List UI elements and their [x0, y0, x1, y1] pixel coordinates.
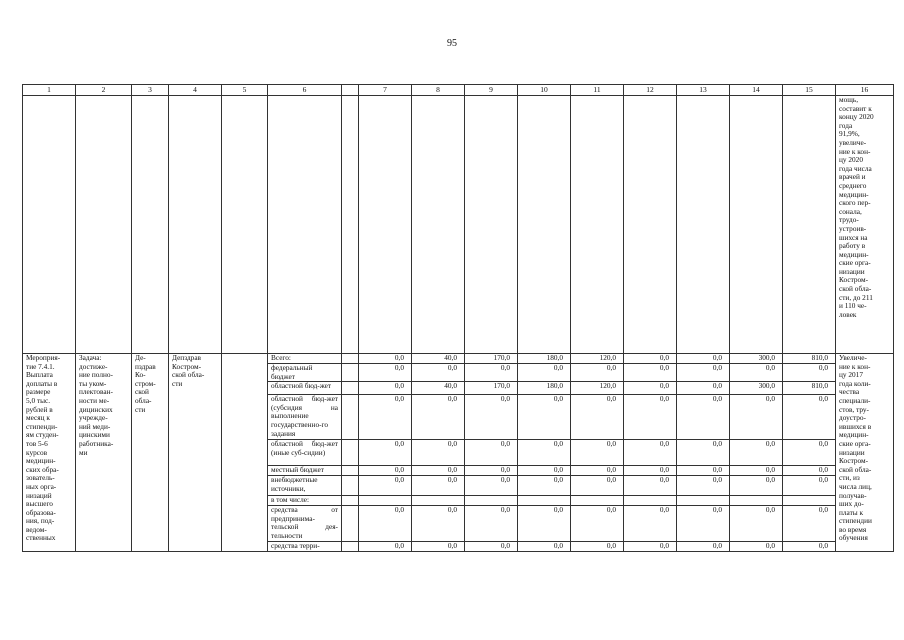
empty-col5	[222, 354, 268, 552]
value-cell: 0,0	[730, 541, 783, 551]
value-cell	[783, 496, 836, 506]
source-label: средства от предпринима-тельской дея-тельности	[268, 506, 342, 541]
value-cell: 0,0	[359, 395, 412, 440]
value-cell: 0,0	[359, 506, 412, 541]
value-cell	[412, 496, 465, 506]
value-cell: 0,0	[518, 440, 571, 466]
value-cell: 0,0	[412, 541, 465, 551]
value-cell: 0,0	[624, 354, 677, 364]
source-label: в том числе:	[268, 496, 342, 506]
value-cell	[518, 496, 571, 506]
value-cell: 0,0	[783, 466, 836, 476]
value-cell: 0,0	[412, 506, 465, 541]
value-cell: 0,0	[783, 364, 836, 382]
value-cell: 0,0	[518, 506, 571, 541]
value-cell: 300,0	[730, 382, 783, 395]
value-cell: 0,0	[624, 395, 677, 440]
col-header: 8	[412, 85, 465, 96]
col-header: 6	[268, 85, 342, 96]
value-cell: 300,0	[730, 354, 783, 364]
value-cell: 0,0	[783, 395, 836, 440]
source-label: средства терри-	[268, 541, 342, 551]
source-label: федеральный бюджет	[268, 364, 342, 382]
value-cell: 170,0	[465, 354, 518, 364]
value-cell: 0,0	[359, 364, 412, 382]
value-cell: 810,0	[783, 354, 836, 364]
value-cell	[677, 496, 730, 506]
value-cell: 180,0	[518, 354, 571, 364]
value-cell: 0,0	[624, 440, 677, 466]
expected-result: Увеличе- ние к кон- цу 2017 года коли- чества специали- стов, тру- доустро- ившихся в медицин- ские орга- низации Костром- ской обла- сти, из числа лиц, получав- ших до- платы к стипендии во время обучения	[836, 354, 894, 552]
value-cell: 0,0	[518, 466, 571, 476]
value-cell	[624, 496, 677, 506]
coexecutor: Депздрав Костром- ской обла- сти	[169, 354, 222, 552]
value-cell: 40,0	[412, 382, 465, 395]
value-cell: 0,0	[571, 476, 624, 496]
value-cell: 0,0	[730, 506, 783, 541]
value-cell: 0,0	[412, 476, 465, 496]
value-cell: 810,0	[783, 382, 836, 395]
value-cell: 0,0	[359, 476, 412, 496]
empty-cell	[342, 506, 359, 541]
value-cell: 0,0	[518, 541, 571, 551]
value-cell: 0,0	[730, 364, 783, 382]
source-label: внебюджетные источники,	[268, 476, 342, 496]
value-cell: 120,0	[571, 354, 624, 364]
task-text: Задача: достиже- ние полно- ты уком- плектован- ности ме- дицинских учрежде- ний меди- цинскими работника- ми	[76, 354, 132, 552]
value-cell: 0,0	[518, 476, 571, 496]
continued-row	[23, 96, 894, 354]
source-label: Всего:	[268, 354, 342, 364]
value-cell: 0,0	[359, 354, 412, 364]
value-cell: 0,0	[571, 466, 624, 476]
col-header: 7	[359, 85, 412, 96]
col-header: 14	[730, 85, 783, 96]
col-header: 16	[836, 85, 894, 96]
col-header: 10	[518, 85, 571, 96]
funding-row	[23, 354, 894, 364]
value-cell: 0,0	[571, 364, 624, 382]
value-cell: 0,0	[783, 506, 836, 541]
value-cell: 0,0	[359, 440, 412, 466]
value-cell: 0,0	[571, 440, 624, 466]
value-cell: 180,0	[518, 382, 571, 395]
value-cell: 0,0	[465, 506, 518, 541]
col-header: 11	[571, 85, 624, 96]
col-header: 13	[677, 85, 730, 96]
value-cell: 0,0	[677, 476, 730, 496]
value-cell: 0,0	[677, 541, 730, 551]
value-cell: 0,0	[730, 440, 783, 466]
source-label: местный бюджет	[268, 466, 342, 476]
value-cell: 0,0	[677, 354, 730, 364]
value-cell: 0,0	[677, 364, 730, 382]
value-cell: 0,0	[359, 466, 412, 476]
col-header: 4	[169, 85, 222, 96]
value-cell: 0,0	[677, 440, 730, 466]
value-cell: 0,0	[518, 364, 571, 382]
value-cell: 0,0	[677, 466, 730, 476]
col-header: 5	[222, 85, 268, 96]
source-label: областной бюд-жет (иные суб-сидии)	[268, 440, 342, 466]
value-cell: 0,0	[624, 466, 677, 476]
value-cell: 0,0	[730, 466, 783, 476]
value-cell: 0,0	[465, 476, 518, 496]
empty-cell	[342, 440, 359, 466]
result-text-continued: мощь, составит к концу 2020 года 91,9%, увеличе- ние к кон- цу 2020 года числа врачей и среднего медицин- ского пер- сонала, трудо- устроив- шихся на работу в медицин- ские орга- низации Костром- ской обла- сти, до 211 и 110 че- ловек	[836, 96, 894, 354]
value-cell	[730, 496, 783, 506]
value-cell: 0,0	[412, 466, 465, 476]
empty-cell	[342, 476, 359, 496]
program-table	[22, 84, 882, 552]
value-cell: 0,0	[465, 541, 518, 551]
value-cell: 0,0	[783, 476, 836, 496]
value-cell: 0,0	[465, 395, 518, 440]
col-header	[342, 85, 359, 96]
col-header: 3	[132, 85, 169, 96]
value-cell: 0,0	[465, 364, 518, 382]
value-cell: 40,0	[412, 354, 465, 364]
value-cell: 0,0	[571, 541, 624, 551]
empty-cell	[342, 382, 359, 395]
value-cell: 0,0	[518, 395, 571, 440]
col-header: 15	[783, 85, 836, 96]
col-header: 12	[624, 85, 677, 96]
executor: Де- пздрав Ко- стром- ской обла- сти	[132, 354, 169, 552]
value-cell: 0,0	[465, 440, 518, 466]
empty-cell	[342, 395, 359, 440]
col-header: 9	[465, 85, 518, 96]
empty-cell	[342, 364, 359, 382]
empty-cell	[342, 466, 359, 476]
value-cell: 0,0	[730, 395, 783, 440]
page-number: 95	[447, 38, 457, 49]
measure-name: Мероприя- тие 7.4.1. Выплата доплаты в размере 5,0 тыс. рублей в месяц к стипенди- ям студен- тов 5-6 курсов медицин- ских обра- зователь- ных орга- низаций высшего образова- ния, под- ведом- ственных	[23, 354, 76, 552]
value-cell: 0,0	[412, 364, 465, 382]
value-cell: 0,0	[783, 440, 836, 466]
value-cell	[465, 496, 518, 506]
empty-cell	[342, 541, 359, 551]
source-label: областной бюд-жет	[268, 382, 342, 395]
value-cell: 0,0	[412, 395, 465, 440]
value-cell: 0,0	[624, 541, 677, 551]
source-label: областной бюд-жет (субсидия на выполнение государственно-го задания	[268, 395, 342, 440]
value-cell: 0,0	[624, 364, 677, 382]
value-cell: 120,0	[571, 382, 624, 395]
value-cell: 0,0	[783, 541, 836, 551]
col-header: 1	[23, 85, 76, 96]
value-cell: 0,0	[624, 506, 677, 541]
value-cell: 0,0	[571, 395, 624, 440]
col-header: 2	[76, 85, 132, 96]
value-cell: 0,0	[677, 506, 730, 541]
value-cell	[571, 496, 624, 506]
value-cell	[359, 496, 412, 506]
value-cell: 0,0	[465, 466, 518, 476]
value-cell: 0,0	[624, 382, 677, 395]
empty-cell	[342, 496, 359, 506]
header-row	[23, 85, 894, 96]
value-cell: 170,0	[465, 382, 518, 395]
value-cell: 0,0	[677, 395, 730, 440]
value-cell: 0,0	[359, 541, 412, 551]
empty-cell	[342, 354, 359, 364]
value-cell: 0,0	[412, 440, 465, 466]
value-cell: 0,0	[571, 506, 624, 541]
value-cell: 0,0	[677, 382, 730, 395]
value-cell: 0,0	[730, 476, 783, 496]
value-cell: 0,0	[359, 382, 412, 395]
value-cell: 0,0	[624, 476, 677, 496]
